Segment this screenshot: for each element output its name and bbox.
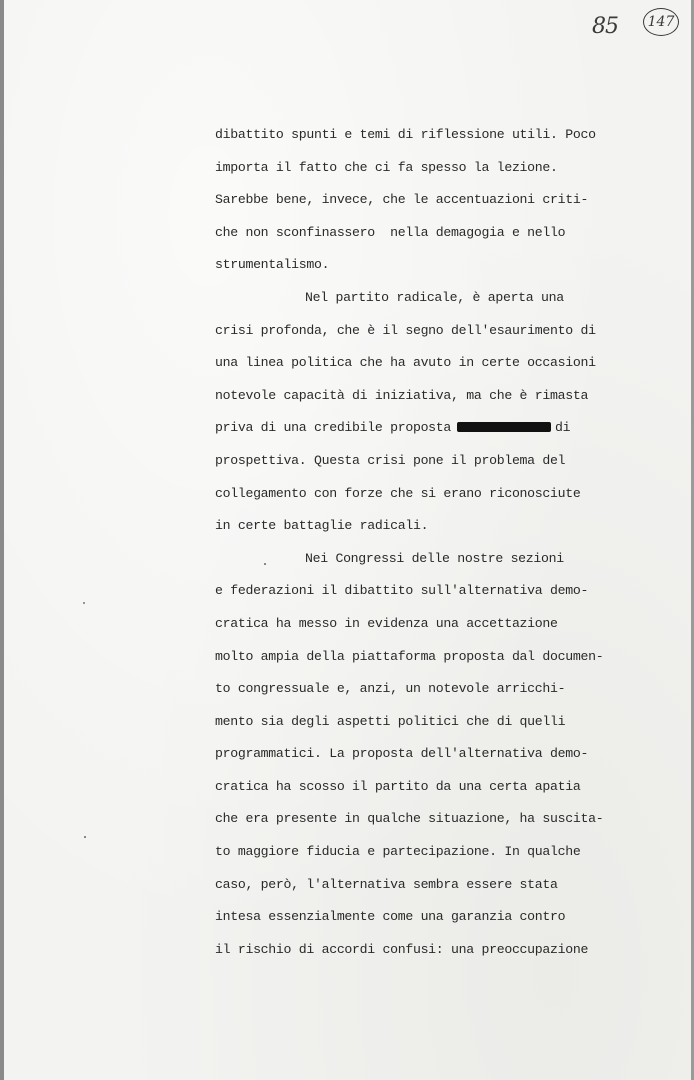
text-line <box>215 613 595 646</box>
text-line-content: mento sia degli aspetti politici che di quelli <box>215 713 566 729</box>
handwritten-page-number: 85 <box>592 14 618 39</box>
circled-archive-number-text: 147 <box>647 14 675 30</box>
text-line <box>215 254 595 287</box>
text-line <box>215 417 595 450</box>
text-line <box>215 548 595 581</box>
text-line-content: Nei Congressi delle nostre sezioni <box>305 550 564 566</box>
text-line <box>215 906 595 939</box>
text-line-content: collegamento con forze che si erano riconosciute <box>215 485 581 501</box>
text-line <box>215 157 595 190</box>
text-line-content: crisi profonda, che è il segno dell'esaurimento di <box>215 322 596 338</box>
text-line-content: che non sconfinassero nella demagogia e nello <box>215 224 566 240</box>
text-line-content: caso, però, l'alternativa sembra essere stata <box>215 876 558 892</box>
text-line <box>215 743 595 776</box>
text-line-content: che era presente in qualche situazione, ha suscita- <box>215 811 604 827</box>
redaction-mark <box>457 422 551 432</box>
text-line <box>215 450 595 483</box>
text-line-content: Nel partito radicale, è aperta una <box>305 289 564 305</box>
typewritten-body <box>215 124 604 971</box>
text-line <box>215 515 595 548</box>
text-line <box>215 124 595 157</box>
text-line-content: il rischio di accordi confusi: una preoccupazione <box>215 941 589 957</box>
text-line-tail: di <box>555 420 571 436</box>
text-line-content: notevole capacità di iniziativa, ma che è rimasta <box>215 387 589 403</box>
text-line-content: molto ampia della piattaforma proposta dal documen- <box>215 648 604 664</box>
text-line-content: cratica ha messo in evidenza una accettazione <box>215 615 558 631</box>
text-line-content: strumentalismo. <box>215 257 330 273</box>
text-line-content: intesa essenzialmente come una garanzia contro <box>215 909 566 925</box>
text-line-content: in certe battaglie radicali. <box>215 518 429 534</box>
text-line-content: e federazioni il dibattito sull'alternativa demo- <box>215 583 589 599</box>
text-line-content: una linea politica che ha avuto in certe occasioni <box>215 355 596 371</box>
text-line <box>215 483 595 516</box>
text-line <box>215 841 595 874</box>
text-line <box>215 776 595 809</box>
text-line-content: to maggiore fiducia e partecipazione. In qualche <box>215 844 581 860</box>
text-line-content: importa il fatto che ci fa spesso la lezione. <box>215 159 558 175</box>
text-line <box>215 808 604 841</box>
text-line <box>215 646 604 679</box>
text-line <box>215 711 595 744</box>
text-line <box>215 678 595 711</box>
text-line <box>215 189 595 222</box>
text-line-content: cratica ha scosso il partito da una certa apatia <box>215 778 581 794</box>
text-line-content: dibattito spunti e temi di riflessione utili. Poco <box>215 127 596 142</box>
circled-archive-number <box>643 8 679 36</box>
text-line <box>215 320 595 353</box>
scan-edge-left <box>0 0 4 1080</box>
text-line-content: priva di una credibile proposta <box>215 420 452 436</box>
text-line <box>215 287 595 320</box>
text-line-content: Sarebbe bene, invece, che le accentuazioni criti- <box>215 192 589 208</box>
text-line <box>215 385 595 418</box>
text-line-content: to congressuale e, anzi, un notevole arricchi- <box>215 681 566 697</box>
scan-speck <box>84 836 86 838</box>
text-line <box>215 352 595 385</box>
text-line <box>215 874 595 907</box>
text-line <box>215 222 595 255</box>
text-line <box>215 939 595 972</box>
scan-speck <box>83 602 85 604</box>
text-line-content: programmatici. La proposta dell'alternativa demo- <box>215 746 589 762</box>
text-line <box>215 580 595 613</box>
scan-speck <box>264 563 266 565</box>
text-line-content: prospettiva. Questa crisi pone il problema del <box>215 452 566 468</box>
